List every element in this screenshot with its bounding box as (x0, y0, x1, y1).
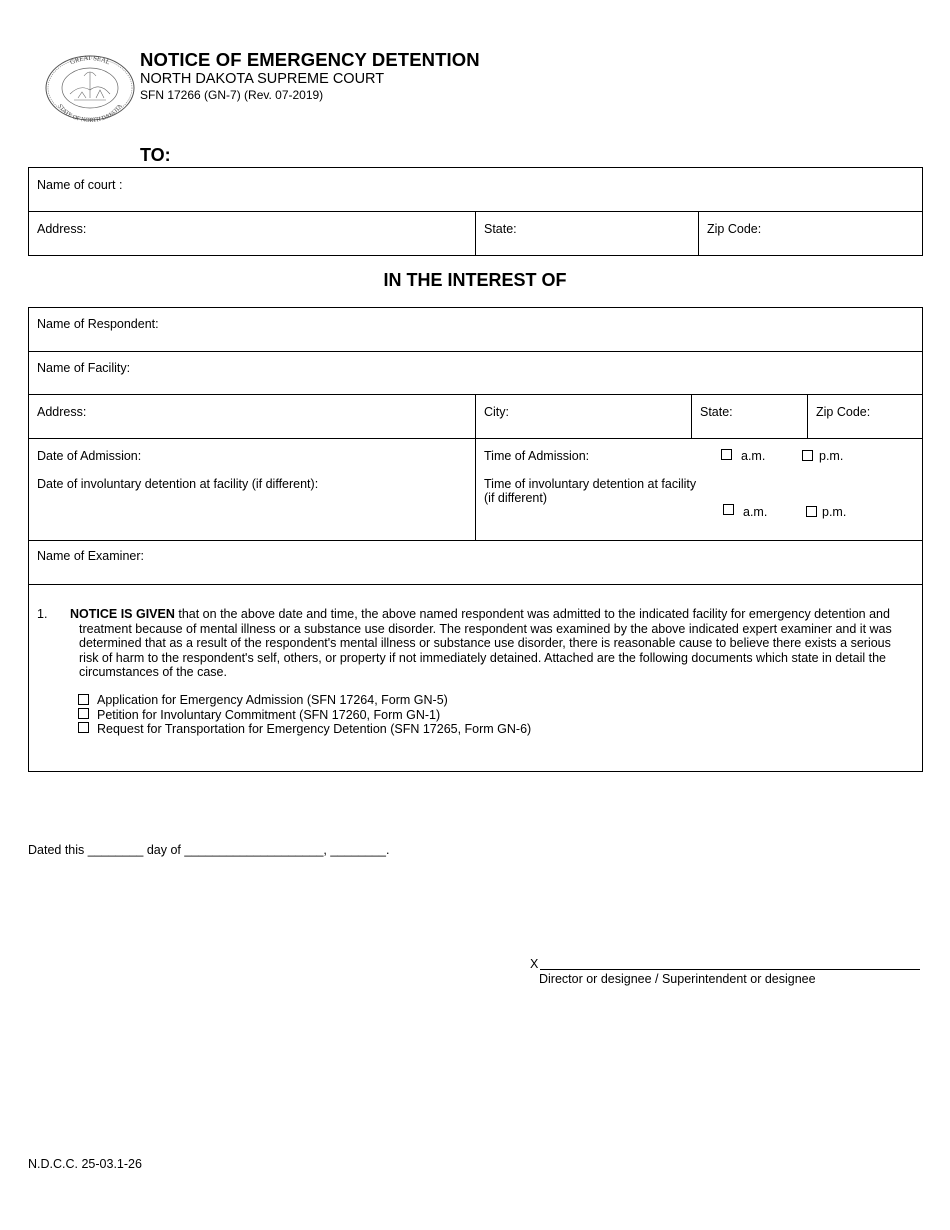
respondent-name-field[interactable]: Name of Respondent: (37, 317, 159, 331)
facility-city-field[interactable]: City: (484, 405, 509, 419)
notice-number: 1. (37, 607, 48, 621)
court-name: NORTH DAKOTA SUPREME COURT (140, 71, 385, 87)
facility-state-field[interactable]: State: (700, 405, 733, 419)
divider (475, 394, 476, 540)
facility-zip-field[interactable]: Zip Code: (816, 405, 871, 419)
time-involuntary-detention-label: Time of involuntary detention at facility (484, 477, 697, 491)
form-title: NOTICE OF EMERGENCY DETENTION (140, 49, 480, 70)
date-involuntary-detention-field[interactable]: Date of involuntary detention at facility (if different): (37, 477, 319, 491)
attachment-checkbox[interactable] (78, 694, 89, 705)
time-involuntary-detention-label-note: (if different) (484, 491, 547, 505)
court-zip-field[interactable]: Zip Code: (707, 222, 762, 236)
divider (698, 211, 699, 256)
am-label: a.m. (743, 505, 768, 519)
attachment-checkbox[interactable] (78, 708, 89, 719)
great-seal-of-north-dakota (44, 54, 136, 122)
to-heading: TO: (140, 145, 171, 165)
court-state-field[interactable]: State: (484, 222, 517, 236)
date-of-admission-field[interactable]: Date of Admission: (37, 449, 142, 463)
admission-pm-checkbox[interactable] (802, 450, 813, 461)
statute-citation: N.D.C.C. 25-03.1-26 (28, 1157, 142, 1171)
notice-paragraph (37, 607, 907, 680)
divider (807, 394, 808, 438)
time-of-admission-field[interactable]: Time of Admission: (484, 449, 590, 463)
attachment-checkbox[interactable] (78, 722, 89, 733)
facility-name-field[interactable]: Name of Facility: (37, 361, 131, 375)
divider (691, 394, 692, 438)
divider (475, 211, 476, 256)
interest-heading: IN THE INTEREST OF (383, 270, 567, 290)
notice-text: that on the above date and time, the above named respondent was admitted to the indicated facility for emergency detention and treatment because of mental illness or a substance use disorder. The respondent was examined by the above indicated expert examiner and it was determined that as a result of the respondent's mental illness or substance use disorder, there is reasonable cause to believe there exists a serious risk of harm to the respondent's self, others, or property if not immediately detained. Attached are the following documents which state in detail the circumstances of the case. (79, 607, 892, 679)
svg-text:STATE OF NORTH DAKOTA: STATE OF NORTH DAKOTA (56, 103, 124, 122)
attachment-label: Application for Emergency Admission (SFN 17264, Form GN-5) (97, 693, 448, 707)
involuntary-pm-checkbox[interactable] (806, 506, 817, 517)
attachment-label: Petition for Involuntary Commitment (SFN 17260, Form GN-1) (97, 708, 441, 722)
divider (28, 540, 923, 541)
name-of-court-field[interactable]: Name of court : (37, 178, 123, 192)
am-label: a.m. (741, 449, 766, 463)
form-number: SFN 17266 (GN-7) (Rev. 07-2019) (140, 88, 324, 102)
signature-x-mark: X (530, 957, 539, 971)
divider (28, 351, 923, 352)
dated-line[interactable]: Dated this ________ day of ____________________, ________. (28, 843, 390, 857)
signature-line[interactable] (540, 969, 920, 970)
court-address-field[interactable]: Address: (37, 222, 87, 236)
pm-label: p.m. (819, 449, 844, 463)
signature-caption: Director or designee / Superintendent or designee (539, 972, 816, 986)
pm-label: p.m. (822, 505, 847, 519)
examiner-name-field[interactable]: Name of Examiner: (37, 549, 144, 563)
attachment-label: Request for Transportation for Emergency Detention (SFN 17265, Form GN-6) (97, 722, 532, 736)
divider (28, 584, 923, 585)
admission-am-checkbox[interactable] (721, 449, 732, 460)
involuntary-am-checkbox[interactable] (723, 504, 734, 515)
notice-lead: NOTICE IS GIVEN (70, 607, 175, 621)
svg-text:GREAT SEAL: GREAT SEAL (69, 54, 111, 67)
facility-address-field[interactable]: Address: (37, 405, 87, 419)
